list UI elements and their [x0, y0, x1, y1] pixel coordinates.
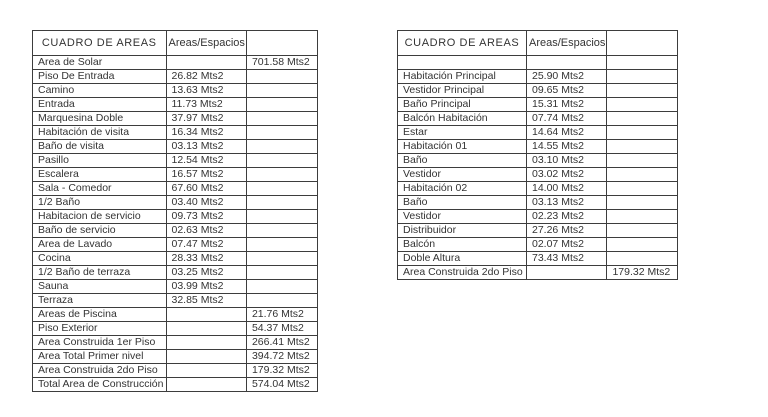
area-value-cell: 16.57 Mts2	[166, 168, 246, 182]
table-row	[398, 56, 678, 70]
area-total-cell	[607, 154, 678, 168]
area-total-cell: 179.32 Mts2	[607, 266, 678, 280]
area-value-cell: 02.23 Mts2	[527, 210, 607, 224]
area-value-cell: 02.07 Mts2	[527, 238, 607, 252]
table-row	[33, 98, 318, 112]
table-row	[33, 280, 318, 294]
area-name-cell: Area de Solar	[33, 56, 167, 70]
table-header-row	[398, 31, 678, 56]
area-value-cell	[166, 350, 246, 364]
area-name-cell	[398, 56, 527, 70]
area-total-cell	[607, 168, 678, 182]
table-row	[33, 196, 318, 210]
area-value-cell: 14.55 Mts2	[527, 140, 607, 154]
area-value-cell: 37.97 Mts2	[166, 112, 246, 126]
area-name-cell: Area Construida 2do Piso	[33, 364, 167, 378]
area-name-cell: Entrada	[33, 98, 167, 112]
area-total-cell	[246, 182, 317, 196]
table-row	[398, 266, 678, 280]
area-name-cell: Vestidor Principal	[398, 84, 527, 98]
table-row	[398, 154, 678, 168]
table-row	[33, 378, 318, 392]
table-row	[33, 336, 318, 350]
table-row	[33, 294, 318, 308]
area-value-cell	[166, 378, 246, 392]
area-total-cell: 394.72 Mts2	[246, 350, 317, 364]
area-total-cell	[246, 280, 317, 294]
area-name-cell: Pasillo	[33, 154, 167, 168]
area-total-cell: 701.58 Mts2	[246, 56, 317, 70]
area-total-cell	[607, 126, 678, 140]
table-row	[33, 224, 318, 238]
column-header-areas-espacios: Areas/Espacios	[527, 31, 607, 56]
area-name-cell: Terraza	[33, 294, 167, 308]
table-row	[33, 238, 318, 252]
area-total-cell	[607, 70, 678, 84]
table-row	[33, 168, 318, 182]
area-total-cell	[607, 112, 678, 126]
area-value-cell: 14.64 Mts2	[527, 126, 607, 140]
area-name-cell: 1/2 Baño	[33, 196, 167, 210]
table-row	[33, 112, 318, 126]
area-value-cell: 28.33 Mts2	[166, 252, 246, 266]
area-name-cell: Balcón Habitación	[398, 112, 527, 126]
area-total-cell: 21.76 Mts2	[246, 308, 317, 322]
area-name-cell: Total Area de Construcción	[33, 378, 167, 392]
area-total-cell: 54.37 Mts2	[246, 322, 317, 336]
area-value-cell	[166, 308, 246, 322]
area-total-cell	[246, 168, 317, 182]
table-row	[33, 70, 318, 84]
area-total-cell	[246, 154, 317, 168]
table-body	[398, 56, 678, 280]
areas-table-first-floor	[32, 30, 318, 392]
table-row	[398, 70, 678, 84]
area-total-cell: 574.04 Mts2	[246, 378, 317, 392]
area-name-cell: Piso De Entrada	[33, 70, 167, 84]
area-name-cell: Marquesina Doble	[33, 112, 167, 126]
area-value-cell: 15.31 Mts2	[527, 98, 607, 112]
table-row	[33, 252, 318, 266]
area-total-cell	[607, 182, 678, 196]
table-row	[398, 210, 678, 224]
area-value-cell: 09.73 Mts2	[166, 210, 246, 224]
area-value-cell: 07.74 Mts2	[527, 112, 607, 126]
area-name-cell: Piso Exterior	[33, 322, 167, 336]
area-total-cell	[246, 70, 317, 84]
area-total-cell	[246, 266, 317, 280]
area-value-cell: 67.60 Mts2	[166, 182, 246, 196]
table-row	[398, 238, 678, 252]
area-total-cell	[246, 238, 317, 252]
table-row	[398, 140, 678, 154]
area-value-cell	[166, 322, 246, 336]
area-name-cell: Habitación de visita	[33, 126, 167, 140]
area-value-cell: 03.25 Mts2	[166, 266, 246, 280]
area-value-cell: 03.13 Mts2	[166, 140, 246, 154]
table-row	[33, 140, 318, 154]
area-name-cell: Baño Principal	[398, 98, 527, 112]
area-name-cell: Area Construida 2do Piso	[398, 266, 527, 280]
area-total-cell	[607, 98, 678, 112]
table-row	[33, 364, 318, 378]
area-value-cell: 16.34 Mts2	[166, 126, 246, 140]
area-total-cell	[246, 98, 317, 112]
area-total-cell	[607, 84, 678, 98]
area-name-cell: Estar	[398, 126, 527, 140]
area-name-cell: Escalera	[33, 168, 167, 182]
table-row	[398, 196, 678, 210]
table-row	[398, 182, 678, 196]
table-row	[398, 84, 678, 98]
area-value-cell: 03.10 Mts2	[527, 154, 607, 168]
area-total-cell	[246, 84, 317, 98]
area-name-cell: Area Total Primer nivel	[33, 350, 167, 364]
area-name-cell: Doble Altura	[398, 252, 527, 266]
column-header-areas-espacios: Areas/Espacios	[166, 31, 246, 56]
table-row	[33, 210, 318, 224]
area-name-cell: Habitacion de servicio	[33, 210, 167, 224]
table-header-row	[33, 31, 318, 56]
area-name-cell: Area de Lavado	[33, 238, 167, 252]
area-name-cell: 1/2 Baño de terraza	[33, 266, 167, 280]
column-header-total	[607, 31, 678, 56]
areas-table-second-floor	[397, 30, 678, 280]
area-value-cell: 03.99 Mts2	[166, 280, 246, 294]
area-total-cell: 179.32 Mts2	[246, 364, 317, 378]
area-value-cell: 07.47 Mts2	[166, 238, 246, 252]
table-row	[33, 182, 318, 196]
area-total-cell	[246, 224, 317, 238]
area-value-cell: 02.63 Mts2	[166, 224, 246, 238]
area-total-cell	[246, 294, 317, 308]
area-total-cell	[246, 196, 317, 210]
table-title: CUADRO DE AREAS	[398, 31, 527, 56]
column-header-total	[246, 31, 317, 56]
area-value-cell: 13.63 Mts2	[166, 84, 246, 98]
area-value-cell	[527, 266, 607, 280]
table-row	[398, 168, 678, 182]
area-total-cell	[607, 224, 678, 238]
table-row	[33, 322, 318, 336]
table-row	[398, 224, 678, 238]
area-value-cell: 12.54 Mts2	[166, 154, 246, 168]
area-value-cell: 09.65 Mts2	[527, 84, 607, 98]
area-total-cell	[246, 126, 317, 140]
area-total-cell	[246, 252, 317, 266]
table-row	[33, 126, 318, 140]
area-value-cell: 32.85 Mts2	[166, 294, 246, 308]
table-row	[33, 154, 318, 168]
area-value-cell: 73.43 Mts2	[527, 252, 607, 266]
table-head	[398, 31, 678, 56]
table-row	[398, 98, 678, 112]
area-name-cell: Baño	[398, 154, 527, 168]
area-total-cell	[607, 56, 678, 70]
area-total-cell	[246, 210, 317, 224]
area-name-cell: Baño de visita	[33, 140, 167, 154]
area-total-cell	[246, 140, 317, 154]
area-name-cell: Balcón	[398, 238, 527, 252]
area-name-cell: Baño	[398, 196, 527, 210]
area-value-cell: 26.82 Mts2	[166, 70, 246, 84]
table-row	[33, 84, 318, 98]
table-row	[33, 308, 318, 322]
area-value-cell	[166, 364, 246, 378]
area-value-cell	[166, 336, 246, 350]
table-row	[33, 266, 318, 280]
area-total-cell	[607, 140, 678, 154]
table-row	[33, 350, 318, 364]
area-value-cell: 14.00 Mts2	[527, 182, 607, 196]
area-name-cell: Habitación 01	[398, 140, 527, 154]
area-value-cell: 27.26 Mts2	[527, 224, 607, 238]
table-body	[33, 56, 318, 392]
area-name-cell: Camino	[33, 84, 167, 98]
area-name-cell: Habitación 02	[398, 182, 527, 196]
area-value-cell: 25.90 Mts2	[527, 70, 607, 84]
area-name-cell: Sauna	[33, 280, 167, 294]
area-total-cell	[246, 112, 317, 126]
area-name-cell: Vestidor	[398, 210, 527, 224]
table-head	[33, 31, 318, 56]
table-row	[398, 252, 678, 266]
area-name-cell: Sala - Comedor	[33, 182, 167, 196]
area-value-cell: 03.02 Mts2	[527, 168, 607, 182]
area-value-cell: 03.13 Mts2	[527, 196, 607, 210]
area-value-cell: 03.40 Mts2	[166, 196, 246, 210]
area-name-cell: Area Construida 1er Piso	[33, 336, 167, 350]
area-total-cell	[607, 210, 678, 224]
table-row	[398, 112, 678, 126]
table-title: CUADRO DE AREAS	[33, 31, 167, 56]
area-name-cell: Baño de servicio	[33, 224, 167, 238]
area-value-cell: 11.73 Mts2	[166, 98, 246, 112]
area-value-cell	[166, 56, 246, 70]
area-name-cell: Habitación Principal	[398, 70, 527, 84]
area-total-cell	[607, 196, 678, 210]
table-row	[33, 56, 318, 70]
area-total-cell: 266.41 Mts2	[246, 336, 317, 350]
area-name-cell: Distribuidor	[398, 224, 527, 238]
area-total-cell	[607, 238, 678, 252]
area-name-cell: Cocina	[33, 252, 167, 266]
area-total-cell	[607, 252, 678, 266]
area-name-cell: Vestidor	[398, 168, 527, 182]
area-name-cell: Areas de Piscina	[33, 308, 167, 322]
area-value-cell	[527, 56, 607, 70]
table-row	[398, 126, 678, 140]
